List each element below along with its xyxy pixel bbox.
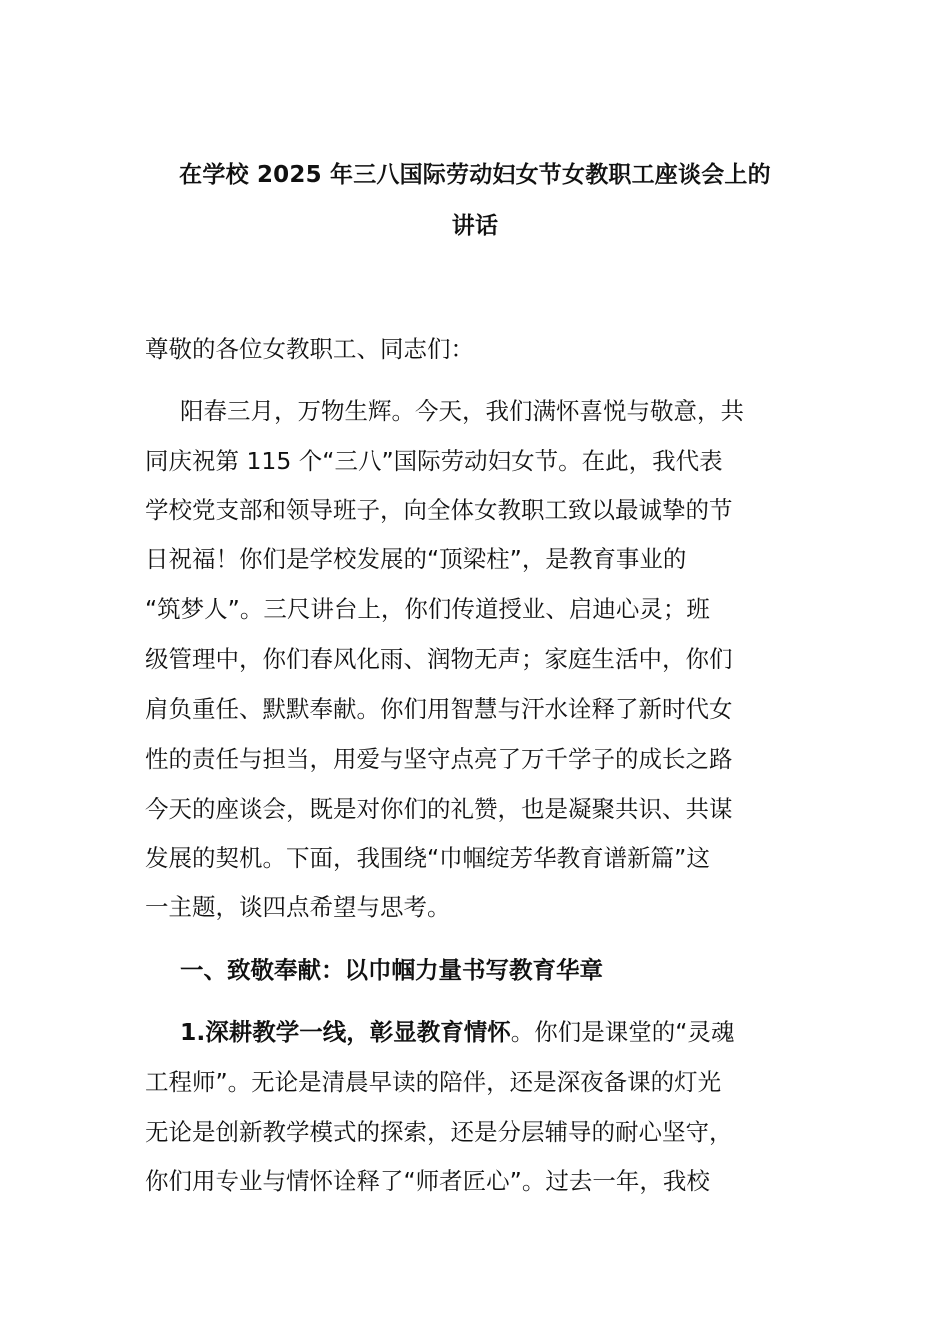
item1-line-2: 工程师”。无论是清晨早读的陪伴，还是深夜备课的灯光 (145, 1068, 722, 1096)
intro-line-2: 同庆祝第 115 个“三八”国际劳动妇女节。在此，我代表 (145, 447, 723, 475)
section-heading: 一、致敬奉献：以巾帼力量书写教育华章 (180, 956, 603, 984)
item1-line-4: 你们用专业与情怀诠释了“师者匠心”。过去一年，我校 (145, 1167, 710, 1195)
intro-line-10: 发展的契机。下面，我围绕“巾帼绽芳华教育谱新篇”这 (145, 844, 710, 872)
document-title-line-1: 在学校 2025 年三八国际劳动妇女节女教职工座谈会上的 (179, 162, 771, 188)
intro-line-6: 级管理中，你们春风化雨、润物无声；家庭生活中，你们 (145, 645, 733, 673)
item1-bold-prefix: 1.深耕教学一线，彰显教育情怀 (180, 1018, 511, 1046)
intro-line-5: “筑梦人”。三尺讲台上，你们传道授业、启迪心灵；班 (145, 595, 710, 623)
intro-line-3: 学校党支部和领导班子，向全体女教职工致以最诚挚的节 (145, 496, 733, 524)
intro-line-9: 今天的座谈会，既是对你们的礼赞，也是凝聚共识、共谋 (145, 795, 733, 823)
intro-line-1: 阳春三月，万物生辉。今天，我们满怀喜悦与敬意，共 (180, 397, 744, 425)
salutation: 尊敬的各位女教职工、同志们： (145, 335, 474, 363)
intro-line-11: 一主题，谈四点希望与思考。 (145, 893, 451, 921)
intro-line-8: 性的责任与担当，用爱与坚守点亮了万千学子的成长之路 (145, 745, 733, 773)
document-title-line-2: 讲话 (451, 213, 499, 239)
intro-line-7: 肩负重任、默默奉献。你们用智慧与汗水诠释了新时代女 (145, 695, 733, 723)
item1-first-line-rest: 。你们是课堂的“灵魂 (510, 1018, 735, 1046)
item1-line-1 (180, 1016, 860, 1048)
intro-line-4: 日祝福！你们是学校发展的“顶梁柱”，是教育事业的 (145, 545, 687, 573)
item1-line-3: 无论是创新教学模式的探索，还是分层辅导的耐心坚守， (145, 1118, 733, 1146)
